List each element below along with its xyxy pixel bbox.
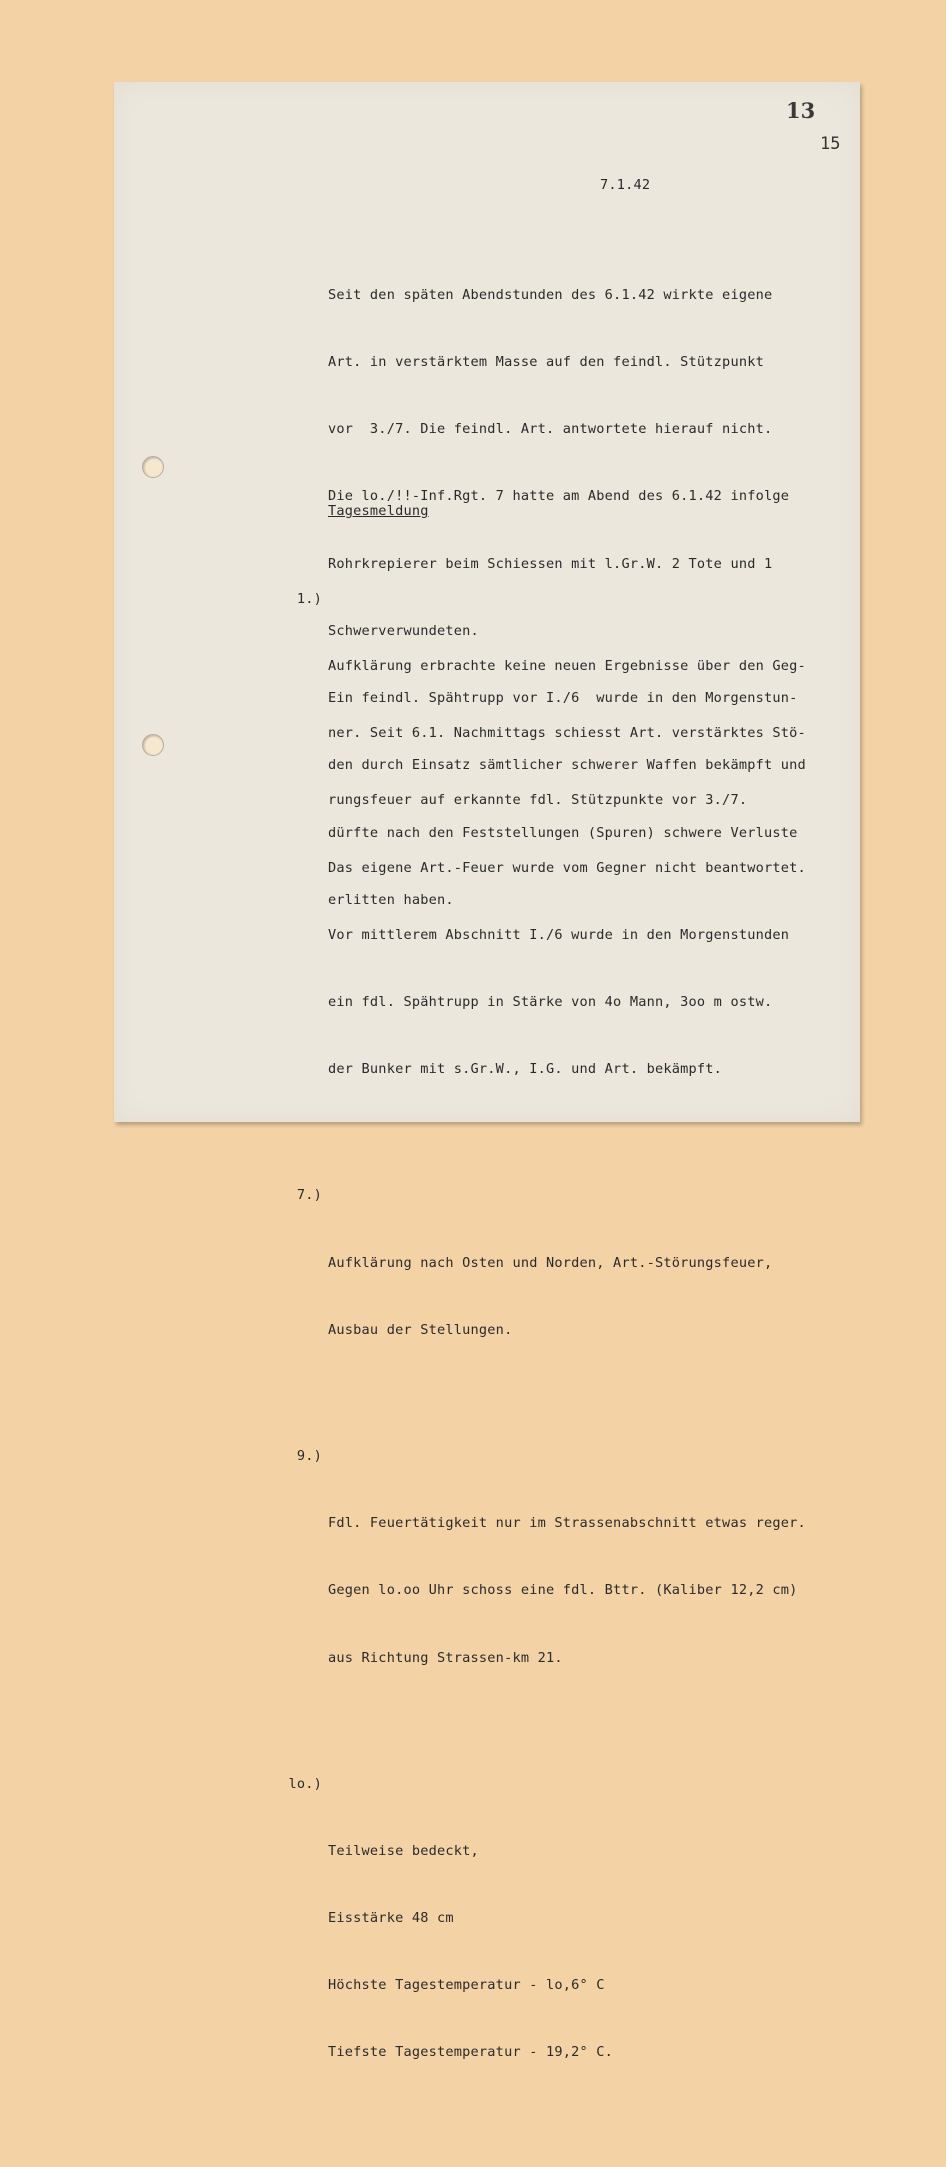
text-line: Eisstärke 48 cm (328, 1909, 454, 1926)
text-line: aus Richtung Strassen-km 21. (328, 1649, 563, 1666)
item-number: 9.) (296, 1447, 322, 1464)
punch-hole-lower (142, 734, 164, 756)
text-line: rungsfeuer auf erkannte fdl. Stützpunkte vor 3./7. (328, 792, 748, 809)
item-number: 1.) (296, 590, 322, 607)
report-items (288, 543, 806, 2167)
text-line: Aufklärung erbrachte keine neuen Ergebnisse über den Geg- (328, 658, 806, 675)
item-number: 7.) (296, 1187, 322, 1204)
report-item-7 (296, 1184, 806, 1386)
text-line: erlitten haben. (328, 891, 454, 908)
document-page (114, 82, 860, 2061)
text-line: Ausbau der Stellungen. (328, 1321, 513, 1338)
report-item-10 (288, 1773, 806, 2109)
document-date: 7.1.42 (600, 177, 651, 193)
report-item-9 (296, 1445, 806, 1714)
text-line: Seit den späten Abendstunden des 6.1.42 wirkte eigene (328, 286, 773, 303)
text-line: Art. in verstärktem Masse auf den feindl. Stützpunkt (328, 354, 764, 371)
report-item-1 (296, 588, 806, 1126)
text-line: ner. Seit 6.1. Nachmittags schiesst Art. verstärktes Stö- (328, 725, 806, 742)
text-line: den durch Einsatz sämtlicher schwerer Waffen bekämpft und (328, 757, 806, 774)
text-line: Rohrkrepierer beim Schiessen mit l.Gr.W. 2 Tote und 1 (328, 555, 773, 572)
page-number-stamp: 13 (786, 98, 816, 123)
text-line: der Bunker mit s.Gr.W., I.G. und Art. bekämpft. (328, 1061, 723, 1078)
text-line: Fdl. Feuertätigkeit nur im Strassenabschnitt etwas reger. (328, 1515, 806, 1532)
text-line: Gegen lo.oo Uhr schoss eine fdl. Bttr. (Kaliber 12,2 cm) (328, 1582, 798, 1599)
text-line: ein fdl. Spähtrupp in Stärke von 4o Mann, 3oo m ostw. (328, 994, 773, 1011)
text-line: Tiefste Tagestemperatur - 19,2° C. (328, 2044, 614, 2061)
text-line: Höchste Tagestemperatur - lo,6° C (328, 1977, 605, 1994)
section-heading: Tagesmeldung (328, 503, 429, 519)
page-number-pencil: 15 (820, 134, 841, 154)
text-line: Aufklärung nach Osten und Norden, Art.-Störungsfeuer, (328, 1254, 773, 1271)
text-line: Teilweise bedeckt, (328, 1842, 479, 1859)
text-line: dürfte nach den Feststellungen (Spuren) schwere Verluste (328, 824, 798, 841)
text-line: vor 3./7. Die feindl. Art. antwortete hierauf nicht. (328, 421, 773, 438)
text-line: Die lo./!!-Inf.Rgt. 7 hatte am Abend des 6.1.42 infolge (328, 488, 790, 505)
text-line: Vor mittlerem Abschnitt I./6 wurde in den Morgenstunden (328, 926, 790, 943)
item-number: lo.) (288, 1775, 322, 1792)
text-line: Schwerverwundeten. (328, 622, 479, 639)
punch-hole-upper (142, 456, 164, 478)
text-line: Ein feindl. Spähtrupp vor I./6 wurde in den Morgenstun- (328, 690, 798, 707)
text-line: Das eigene Art.-Feuer wurde vom Gegner nicht beantwortet. (328, 859, 806, 876)
